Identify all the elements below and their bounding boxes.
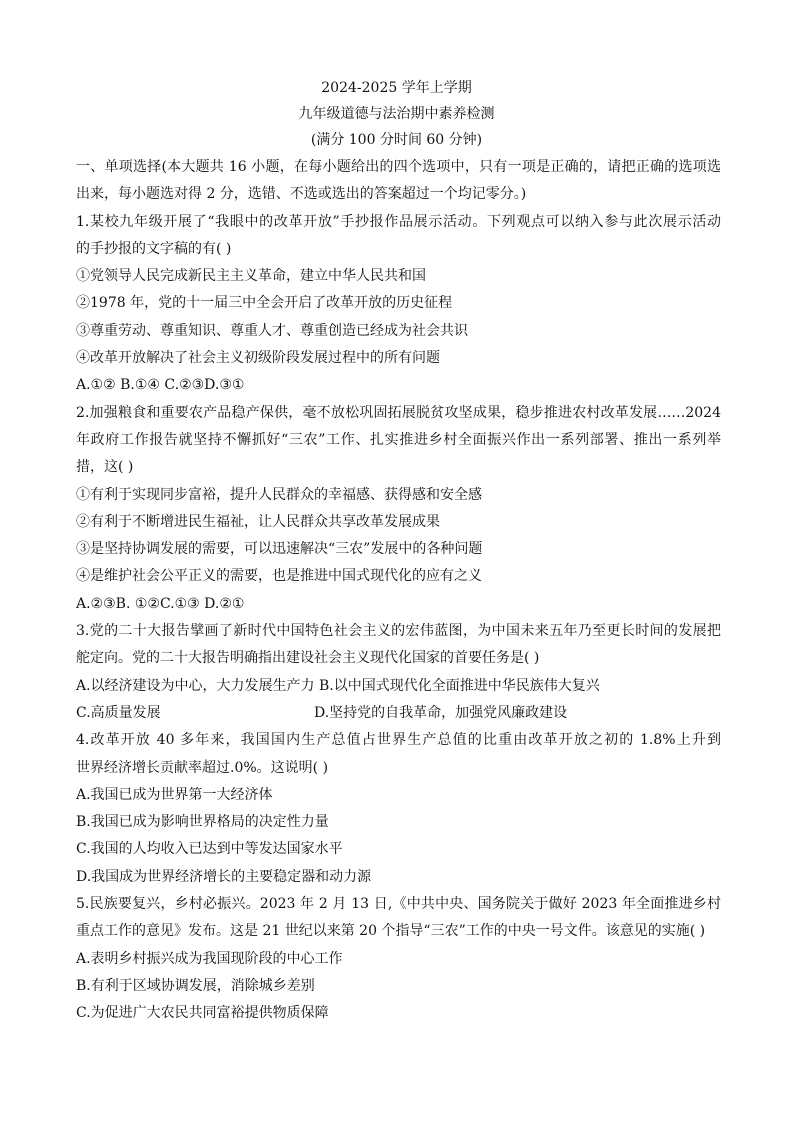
question-2-stem-line-2: 年政府工作报告就坚持不懈抓好“三农”工作、扎实推进乡村全面振兴作出一系列部署、推出一系列举 bbox=[76, 431, 721, 448]
question-2-statement-1: ①有利于实现同步富裕，提升人民群众的幸福感、获得感和安全感 bbox=[76, 486, 482, 503]
question-1-statement-4: ④改革开放解决了社会主义初级阶段发展过程中的所有问题 bbox=[76, 350, 440, 367]
question-4 bbox=[76, 727, 721, 891]
question-1-statement-3: ③尊重劳动、尊重知识、尊重人才、尊重创造已经成为社会共识 bbox=[76, 322, 468, 339]
question-3-stem-line-1: 3.党的二十大报告擘画了新时代中国特色社会主义的宏伟蓝图，为中国未来五年乃至更长时间的发展把 bbox=[76, 623, 721, 640]
question-5-option-b: B.有利于区域协调发展，消除城乡差别 bbox=[76, 977, 315, 994]
question-2-stem-line-1: 2.加强粮食和重要农产品稳产保供，毫不放松巩固拓展脱贫攻坚成果，稳步推进农村改革发展……2024 bbox=[76, 404, 721, 421]
question-5 bbox=[76, 891, 721, 1027]
exam-content bbox=[76, 154, 721, 1028]
question-3-option-c: C.高质量发展 bbox=[76, 704, 161, 721]
question-1-statement-1: ①党领导人民完成新民主主义革命，建立中华人民共和国 bbox=[76, 268, 426, 285]
question-4-stem-line-2: 世界经济增长贡献率超过.0%。这说明( ) bbox=[76, 759, 329, 776]
section-instructions-line-2: 出来，每小题选对得 2 分，选错、不选或选出的答案超过一个均记零分。) bbox=[76, 186, 527, 203]
question-4-option-b: B.我国已成为影响世界格局的决定性力量 bbox=[76, 814, 329, 831]
question-1-statement-2: ②1978 年，党的十一届三中全会开启了改革开放的历史征程 bbox=[76, 295, 453, 312]
exam-title: 九年级道德与法治期中素养检测 bbox=[298, 106, 495, 122]
question-5-stem-line-2: 重点工作的意见》发布。这是 21 世纪以来第 20 个指导“三农”工作的中央一号文件。该意见的实施( ) bbox=[76, 923, 706, 940]
question-3-option-a: A.以经济建设为中心，大力发展生产力 bbox=[76, 677, 315, 694]
question-1-options: A.①② B.①④ C.②③D.③① bbox=[76, 377, 245, 394]
question-2-statement-2: ②有利于不断增进民生福祉，让人民群众共享改革发展成果 bbox=[76, 513, 440, 530]
question-4-option-a: A.我国已成为世界第一大经济体 bbox=[76, 786, 273, 803]
question-2 bbox=[76, 400, 721, 618]
question-3 bbox=[76, 618, 721, 727]
question-1-stem-line-1: 1.某校九年级开展了“我眼中的改革开放”手抄报作品展示活动。下列观点可以纳入参与此次展示活动 bbox=[76, 213, 721, 230]
section-instructions-line-1: 一、单项选择(本大题共 16 小题，在每小题给出的四个选项中，只有一项是正确的，请把正确的选项选 bbox=[76, 159, 721, 175]
question-3-stem-line-2: 舵定向。党的二十大报告明确指出建设社会主义现代化国家的首要任务是( ) bbox=[76, 650, 540, 667]
question-5-option-c: C.为促进广大农民共同富裕提供物质保障 bbox=[76, 1005, 329, 1022]
question-3-options-ab bbox=[76, 673, 721, 700]
question-3-options-cd bbox=[76, 700, 721, 727]
question-5-option-a: A.表明乡村振兴成为我国现阶段的中心工作 bbox=[76, 950, 343, 967]
question-3-option-b: B.以中国式现代化全面推进中华民族伟大复兴 bbox=[319, 677, 600, 694]
question-2-statement-4: ④是维护社会公平正义的需要，也是推进中国式现代化的应有之义 bbox=[76, 568, 482, 585]
question-1-stem-line-2: 的手抄报的文字稿的有( ) bbox=[76, 240, 232, 257]
question-2-statement-3: ③是坚持协调发展的需要，可以迅速解决“三农”发展中的各种问题 bbox=[76, 541, 483, 558]
section-instructions bbox=[76, 154, 721, 209]
question-4-stem-line-1: 4.改革开放 40 多年来，我国国内生产总值占世界生产总值的比重由改革开放之初的 1.8%上升到 bbox=[76, 732, 721, 749]
score-time-note: (满分 100 分时间 60 分钟) bbox=[310, 132, 483, 148]
question-2-options: A.②③B. ①②C.①③ D.②① bbox=[76, 595, 245, 612]
question-4-option-c: C.我国的人均收入已达到中等发达国家水平 bbox=[76, 841, 343, 858]
question-4-option-d: D.我国成为世界经济增长的主要稳定器和动力源 bbox=[76, 868, 372, 885]
question-2-stem-line-3: 措，这( ) bbox=[76, 459, 134, 476]
question-1 bbox=[76, 209, 721, 400]
term-header: 2024-2025 学年上学期 bbox=[321, 80, 472, 96]
question-3-option-d: D.坚持党的自我革命，加强党风廉政建设 bbox=[314, 704, 568, 721]
question-5-stem-line-1: 5.民族要复兴，乡村必振兴。2023 年 2 月 13 日,《中共中央、国务院关于做好 2023 年全面推进乡村 bbox=[76, 896, 721, 913]
